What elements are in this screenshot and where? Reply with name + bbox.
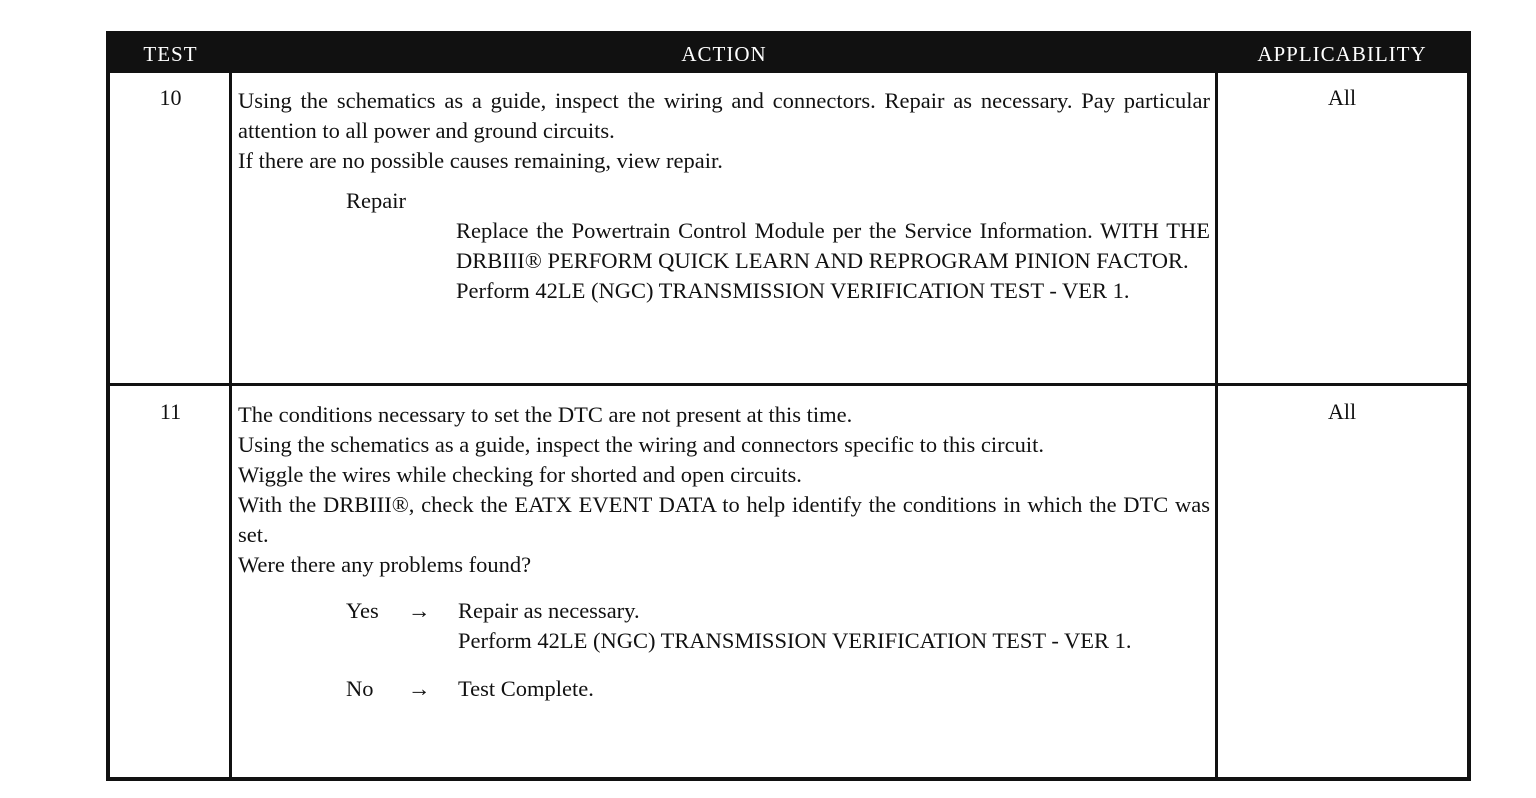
action-paragraph: Wiggle the wires while checking for shorted and open circuits.: [238, 462, 802, 487]
header-test: TEST: [143, 42, 198, 66]
applicability-value: All: [1327, 399, 1357, 424]
choice-paragraph: Perform 42LE (NGC) TRANSMISSION VERIFICATION TEST - VER 1.: [458, 628, 1132, 653]
arrow-right-icon: →: [408, 598, 431, 623]
action-cell: [238, 400, 1210, 704]
choice-paragraph: Test Complete.: [458, 676, 594, 701]
test-number: 10: [159, 85, 182, 110]
choice-no: [238, 674, 1210, 704]
test-number: 11: [159, 399, 182, 424]
action-paragraph: Using the schematics as a guide, inspect the wiring and connectors. Repair as necessary. Pay particular attention to all power and ground circuits.: [238, 88, 1210, 143]
action-paragraph: Using the schematics as a guide, inspect the wiring and connectors specific to this circuit.: [238, 432, 1045, 457]
choice-text: [238, 674, 1210, 704]
row-divider: [110, 383, 1467, 386]
header-action: ACTION: [681, 42, 767, 66]
choice-label: No: [346, 676, 374, 701]
choice-paragraph: Repair as necessary.: [458, 598, 640, 623]
action-cell: [238, 86, 1210, 306]
action-paragraph: The conditions necessary to set the DTC are not present at this time.: [238, 402, 853, 427]
action-paragraph: Were there any problems found?: [238, 552, 532, 577]
applicability-value: All: [1327, 85, 1357, 110]
repair-paragraph: Replace the Powertrain Control Module per the Service Information. WITH THE DRBIII® PERFORM QUICK LEARN AND REPROGRAM PINION FACTOR.: [456, 218, 1210, 273]
diagnostic-table: [106, 31, 1471, 781]
action-paragraph: If there are no possible causes remaining, view repair.: [238, 148, 723, 173]
arrow-right-icon: →: [408, 676, 431, 701]
repair-paragraph: Perform 42LE (NGC) TRANSMISSION VERIFICATION TEST - VER 1.: [456, 278, 1130, 303]
table-header: [110, 35, 1467, 73]
repair-text: [238, 216, 1210, 306]
action-paragraph: With the DRBIII®, check the EATX EVENT DATA to help identify the conditions in which the DTC was set.: [238, 492, 1210, 547]
repair-label: Repair: [346, 188, 406, 213]
choice-text: [238, 596, 1210, 656]
header-applicability: APPLICABILITY: [1257, 42, 1427, 66]
choice-label: Yes: [346, 598, 379, 623]
choice-yes: [238, 596, 1210, 656]
